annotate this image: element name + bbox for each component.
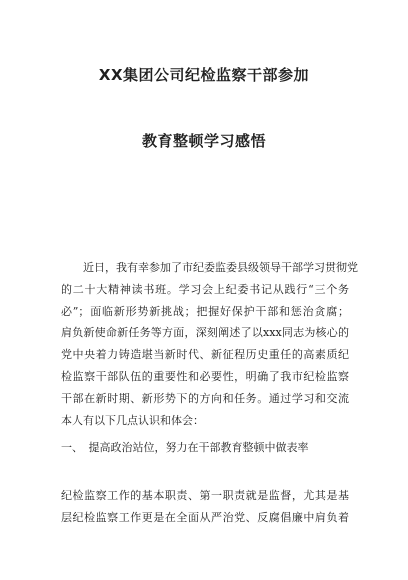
intro-line: 的二十大精神读书班。学习会上纪委书记从践行“三个务 xyxy=(61,282,349,296)
intro-line: 干部在新时期、新形势下的方向和任务。通过学习和交流 xyxy=(61,391,349,405)
section-heading: 一、 提高政治站位，努力在干部教育整顿中做表率 xyxy=(61,441,309,454)
intro-line: 必”；面临新形势新挑战；把握好保护干部和惩治贪腐； xyxy=(61,304,349,318)
body-paragraph xyxy=(61,485,349,529)
body-line: 纪检监察工作的基本职责、第一职责就是监督，尤其是基 xyxy=(61,489,349,502)
intro-paragraph xyxy=(61,257,358,431)
intro-line: 肩负新使命新任务等方面，深刻阐述了以xxx同志为核心的 xyxy=(61,326,349,340)
document-title-line-1: XX集团公司纪检监察干部参加 xyxy=(98,66,310,84)
intro-line: 近日，我有幸参加了市纪委监委县级领导干部学习贯彻党 xyxy=(61,261,358,274)
intro-line: 党中央着力铸造堪当新时代、新征程历史重任的高素质纪 xyxy=(61,348,349,362)
intro-line: 检监察干部队伍的重要性和必要性，明确了我市纪检监察 xyxy=(61,369,349,383)
body-line: 层纪检监察工作更是在全面从严治党、反腐倡廉中肩负着 xyxy=(61,510,349,524)
document-title-line-2: 教育整顿学习感悟 xyxy=(141,132,266,150)
section-heading-paragraph xyxy=(61,437,349,459)
intro-line: 本人有以下几点认识和体会： xyxy=(61,413,204,427)
